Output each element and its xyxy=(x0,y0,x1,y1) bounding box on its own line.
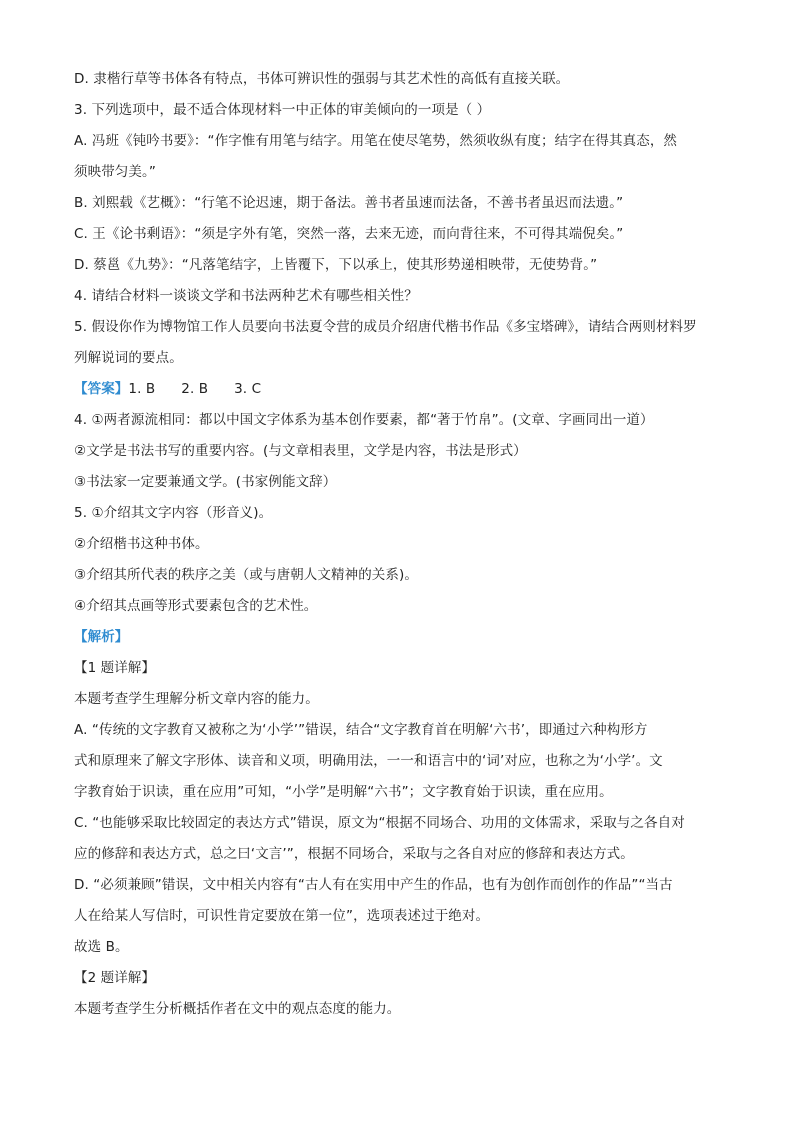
answer-3: 3. C xyxy=(234,381,262,397)
detail-2-heading: 【2 题详解】 xyxy=(74,970,156,986)
detail-1-a-line-2: 式和原理来了解文字形体、读音和义项，明确用法，一一和语言中的‘词’对应，也称之为‘小学’。文 xyxy=(74,753,663,769)
question-4: 4. 请结合材料一谈谈文学和书法两种艺术有哪些相关性？ xyxy=(74,288,418,304)
detail-1-a-line-3: 字教育始于识读，重在应用”可知，“小学”是明解“六书”；文字教育始于识读，重在应用。 xyxy=(74,784,613,800)
answer-5-point-4: ④介绍其点画等形式要素包含的艺术性。 xyxy=(74,598,318,614)
answer-2: 2. B xyxy=(181,381,209,397)
question-3: 3. 下列选项中，最不适合体现材料一中正体的审美倾向的一项是（ ） xyxy=(74,102,491,118)
answer-tag: 【答案】 xyxy=(74,381,129,397)
detail-1-d-line-1: D. “必须兼顾”错误，文中相关内容有“古人有在实用中产生的作品，也有为创作而创作的作品”“当古 xyxy=(74,877,673,893)
answer-row xyxy=(74,374,722,405)
answer-5-point-3: ③介绍其所代表的秩序之美（或与唐朝人文精神的关系)。 xyxy=(74,567,418,583)
answer-4-point-2: ②文学是书法书写的重要内容。(与文章相表里，文学是内容，书法是形式） xyxy=(74,443,527,459)
answer-5-point-1: 5. ①介绍其文字内容（形音义)。 xyxy=(74,505,273,521)
detail-1-intro: 本题考查学生理解分析文章内容的能力。 xyxy=(74,691,319,707)
detail-1-a-line-1: A. “传统的文字教育又被称之为‘小学’”错误，结合“文字教育首在明解‘六书’，即通过六种构形方 xyxy=(74,722,648,738)
analysis-row xyxy=(74,622,722,653)
option-d-previous: D. 隶楷行草等书体各有特点，书体可辨识性的强弱与其艺术性的高低有直接关联。 xyxy=(74,71,570,87)
question-3-option-b: B. 刘熙载《艺概》：“行笔不论迟速，期于备法。善书者虽速而法备，不善书者虽迟而法遗。” xyxy=(74,195,624,211)
question-5-line-2: 列解说词的要点。 xyxy=(74,350,183,366)
question-5-line-1: 5. 假设你作为博物馆工作人员要向书法夏令营的成员介绍唐代楷书作品《多宝塔碑》，请结合两则材料罗 xyxy=(74,319,697,335)
question-3-option-a-line-2: 须映带匀美。” xyxy=(74,164,156,180)
detail-2-intro: 本题考查学生分析概括作者在文中的观点态度的能力。 xyxy=(74,1001,401,1017)
detail-1-c-line-1: C. “也能够采取比较固定的表达方式”错误，原文为“根据不同场合、功用的文体需求，采取与之各自对 xyxy=(74,815,685,831)
answer-4-point-3: ③书法家一定要兼通文学。(书家例能文辞） xyxy=(74,474,337,490)
detail-1-heading: 【1 题详解】 xyxy=(74,660,156,676)
detail-1-c-line-2: 应的修辞和表达方式，总之曰‘文言’”，根据不同场合，采取与之各自对应的修辞和表达方式。 xyxy=(74,846,634,862)
answer-5-point-2: ②介绍楷书这种书体。 xyxy=(74,536,209,552)
document-page xyxy=(74,64,722,1025)
answer-1: 1. B xyxy=(128,381,156,397)
answer-4-point-1: 4. ①两者源流相同：都以中国文字体系为基本创作要素，都“著于竹帛”。(文章、字画同出一道） xyxy=(74,412,654,428)
detail-1-choice: 故选 B。 xyxy=(74,939,129,955)
question-3-option-c: C. 王《论书剩语》：“须是字外有笔，突然一落，去来无迹，而向背往来，不可得其端倪矣。” xyxy=(74,226,624,242)
analysis-tag: 【解析】 xyxy=(74,629,129,645)
question-3-option-d: D. 蔡邕《九势》：“凡落笔结字，上皆覆下，下以承上，使其形势递相映带，无使势背。” xyxy=(74,257,598,273)
question-3-option-a-line-1: A. 冯班《钝吟书要》：“作字惟有用笔与结字。用笔在使尽笔势，然须收纵有度；结字在得其真态，然 xyxy=(74,133,678,149)
detail-1-d-line-2: 人在给某人写信时，可识性肯定要放在第一位”，选项表述过于绝对。 xyxy=(74,908,490,924)
